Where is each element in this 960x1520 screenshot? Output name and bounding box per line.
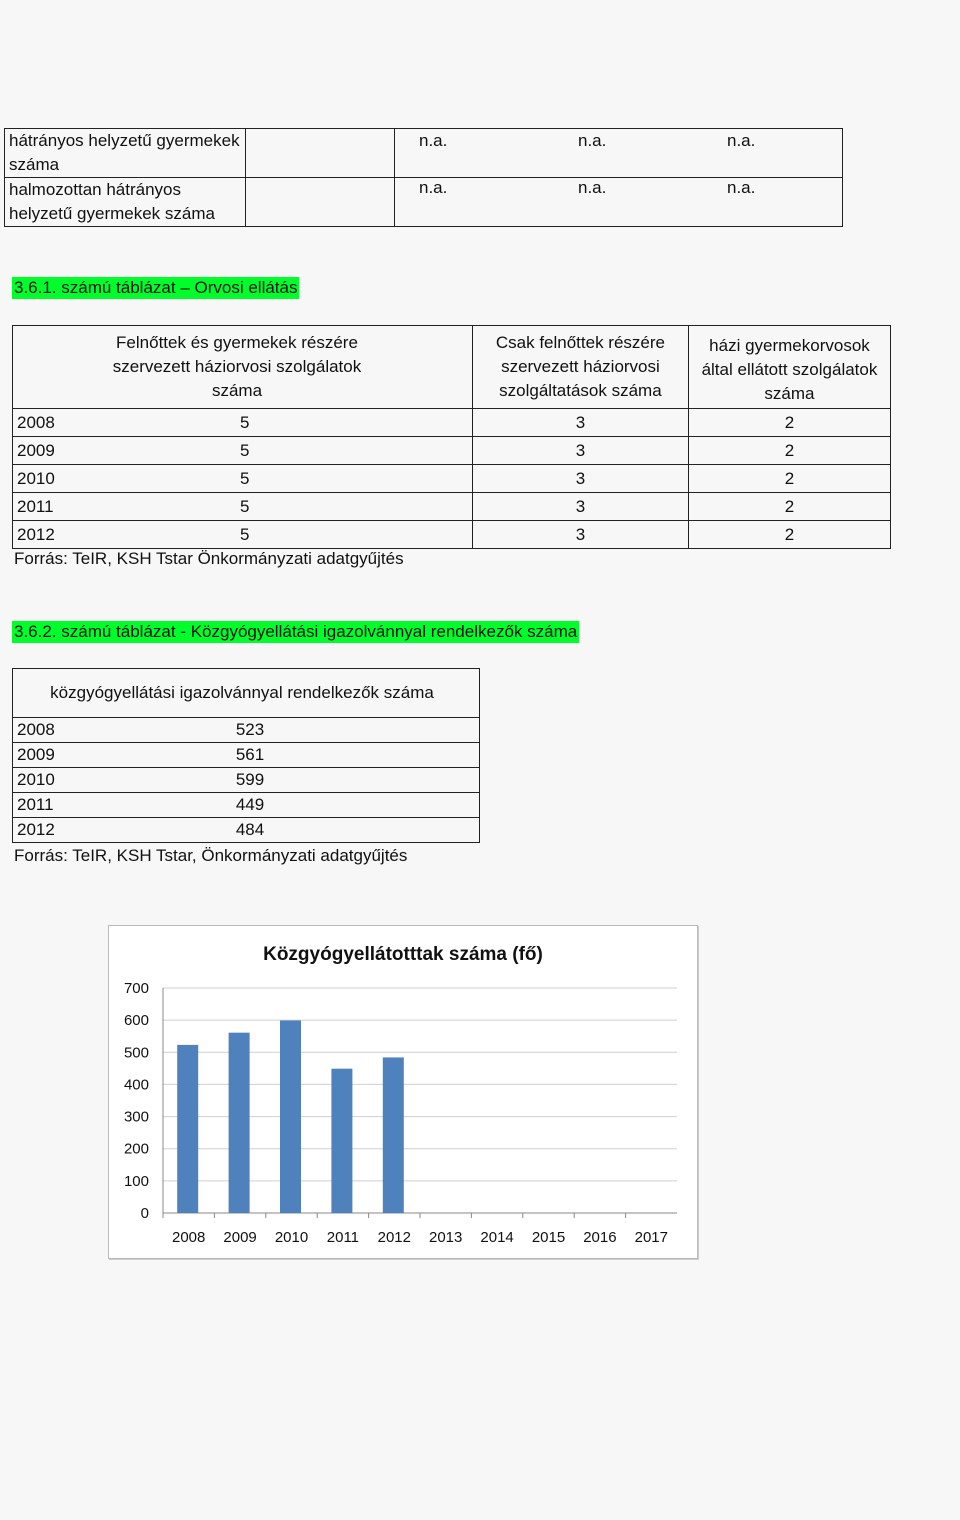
year-cell: 2010 [13, 768, 112, 793]
value-cell: 5 [371, 521, 472, 549]
year-cell: 2009 [13, 437, 372, 465]
y-tick-label: 100 [123, 1172, 149, 1190]
value-cell: 3 [472, 521, 688, 549]
table-header-row [13, 669, 480, 718]
table-header-row [13, 326, 891, 409]
value-cell: 5 [371, 409, 472, 437]
table-row [5, 129, 843, 178]
bar-2012 [383, 1057, 404, 1213]
x-tick-label: 2016 [583, 1229, 617, 1246]
orvosi-ellatas-table [12, 325, 891, 549]
value-cell: n.a. [578, 178, 607, 197]
column-header: házi gyermekorvosok által ellátott szolgálatok száma [688, 326, 890, 409]
value-cell: 5 [371, 493, 472, 521]
table-row [13, 409, 891, 437]
value-cell: 2 [688, 465, 890, 493]
year-cell: 2012 [13, 521, 372, 549]
x-tick-label: 2009 [223, 1229, 257, 1246]
value-cell: 484 [111, 818, 480, 843]
column-header: Csak felnőttek részére szervezett háziorvosi szolgáltatások száma [472, 326, 688, 409]
value-cell: 561 [111, 743, 480, 768]
x-tick-label: 2010 [274, 1229, 309, 1246]
row-label: halmozottan hátrányos helyzetű gyermekek száma [5, 178, 246, 227]
value-cell: 3 [472, 493, 688, 521]
year-cell: 2011 [13, 793, 112, 818]
source-note: Forrás: TeIR, KSH Tstar Önkormányzati adatgyűjtés [14, 549, 404, 568]
x-tick-label: 2015 [531, 1229, 566, 1246]
year-cell: 2008 [13, 718, 112, 743]
header-spacer [371, 326, 472, 409]
top-table [4, 128, 843, 227]
chart-title: Közgyógyellátotttak száma (fő) [263, 944, 543, 965]
empty-cell [246, 178, 395, 227]
table-row [13, 718, 480, 743]
column-header: közgyógyellátási igazolvánnyal rendelkezők száma [111, 669, 480, 718]
table-row [13, 493, 891, 521]
table-row [13, 768, 480, 793]
x-tick-label: 2013 [429, 1229, 463, 1246]
year-cell: 2009 [13, 743, 112, 768]
value-cell: 599 [111, 768, 480, 793]
bar-2011 [331, 1069, 352, 1213]
value-cell: 5 [371, 465, 472, 493]
table-row [13, 437, 891, 465]
value-cell: n.a. [578, 131, 607, 150]
value-cell: 3 [472, 437, 688, 465]
chart-container [108, 925, 698, 1259]
y-tick-label: 200 [123, 1140, 149, 1158]
value-cell: 5 [371, 437, 472, 465]
x-tick-label: 2017 [634, 1229, 668, 1246]
table-row [5, 178, 843, 227]
source-note: Forrás: TeIR, KSH Tstar, Önkormányzati adatgyűjtés [14, 846, 408, 865]
table-row [13, 743, 480, 768]
year-cell: 2012 [13, 818, 112, 843]
y-tick-label: 500 [123, 1044, 149, 1062]
table-caption: 3.6.2. számú táblázat - Közgyógyellátási igazolvánnyal rendelkezők száma [14, 622, 578, 641]
x-tick-label: 2011 [326, 1229, 360, 1246]
x-tick-label: 2008 [172, 1229, 206, 1246]
year-cell: 2011 [13, 493, 372, 521]
kozgyogyellatas-table [12, 668, 480, 843]
table-row [13, 521, 891, 549]
bar-2009 [229, 1033, 250, 1213]
empty-header-cell [13, 326, 372, 409]
table-row [13, 793, 480, 818]
year-cell: 2010 [13, 465, 372, 493]
value-cell: 3 [472, 465, 688, 493]
bar-2010 [280, 1020, 301, 1213]
y-axis-ticks [124, 980, 149, 1222]
value-cell: n.a. [727, 131, 756, 150]
y-tick-label: 300 [123, 1108, 149, 1126]
value-cell: n.a. [727, 178, 756, 197]
value-cell: 2 [688, 437, 890, 465]
x-tick-label: 2012 [377, 1229, 411, 1246]
value-cell: n.a. [419, 178, 448, 197]
value-cell: 2 [688, 521, 890, 549]
y-tick-label: 600 [123, 1012, 149, 1030]
bar-chart [109, 926, 697, 1258]
x-axis-ticks [163, 1213, 668, 1246]
column-header: Felnőttek és gyermekek részére szervezett háziorvosi szolgálatok száma [112, 333, 362, 400]
year-cell: 2008 [13, 409, 372, 437]
value-cell: 449 [111, 793, 480, 818]
value-cell: 3 [472, 409, 688, 437]
table-row [13, 818, 480, 843]
value-cell: n.a. [419, 131, 448, 150]
y-tick-label: 0 [140, 1205, 149, 1222]
value-cell: 523 [111, 718, 480, 743]
values-cell [395, 178, 843, 227]
table-caption: 3.6.1. számú táblázat – Orvosi ellátás [14, 278, 298, 297]
table-row [13, 465, 891, 493]
values-cell [395, 129, 843, 178]
value-cell: 2 [688, 409, 890, 437]
value-cell: 2 [688, 493, 890, 521]
x-tick-label: 2014 [480, 1229, 514, 1246]
bar-2008 [177, 1045, 198, 1213]
y-tick-label: 700 [123, 980, 149, 997]
y-tick-label: 400 [123, 1076, 149, 1094]
row-label: hátrányos helyzetű gyermekek száma [5, 129, 246, 178]
empty-cell [246, 129, 395, 178]
